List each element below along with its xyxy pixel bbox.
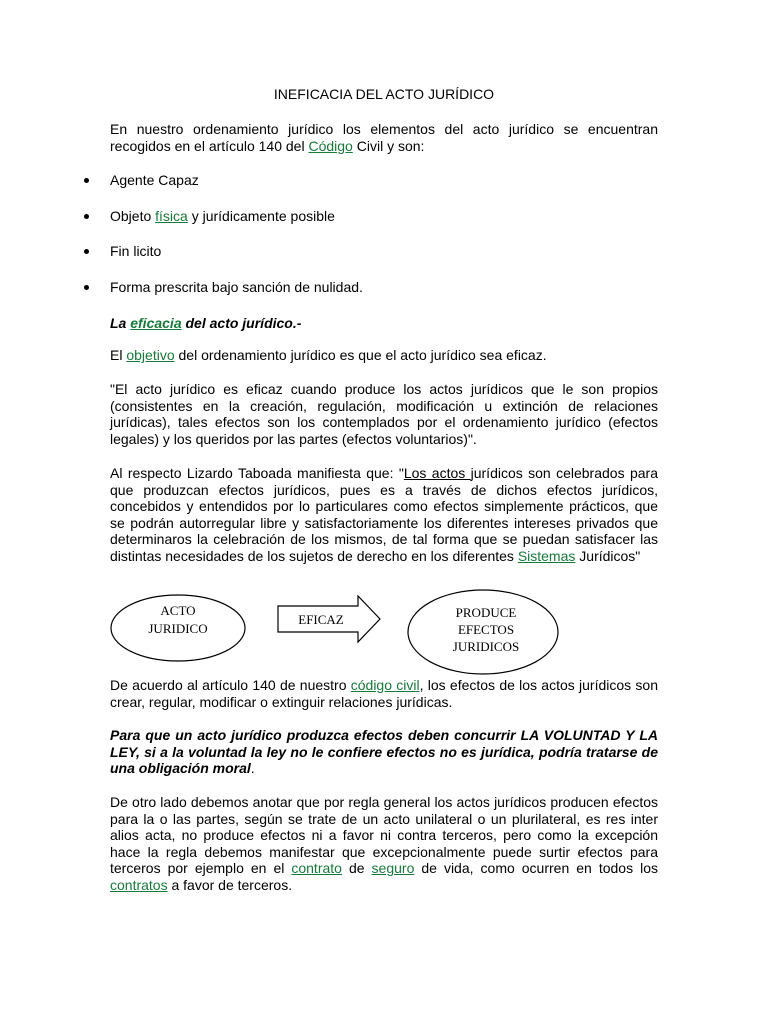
bullet-icon <box>84 249 89 254</box>
articulo-text-end: , los efectos de los actos jurídicos son crear, regular, modificar o extinguir relaciones jurídicas. <box>110 677 658 710</box>
final-text-mid1: de <box>341 860 372 876</box>
intro-text: En nuestro ordenamiento jurídico los elementos del acto jurídico se encuentran recogidos en el artículo 140 del <box>110 121 658 154</box>
taboada-text-end: Jurídicos" <box>575 547 641 564</box>
document-title: INEFICACIA DEL ACTO JURÍDICO <box>273 86 495 102</box>
final-paragraph <box>110 794 658 893</box>
final-text-end: a favor de terceros. <box>167 876 293 893</box>
voluntad-text-end: . <box>250 760 255 776</box>
link-sistemas[interactable]: Sistemas <box>517 547 576 564</box>
bullet-text: Fin licito <box>110 243 162 259</box>
link-codigo-civil[interactable]: código civil <box>350 677 420 693</box>
intro-paragraph <box>110 121 658 154</box>
link-fisica[interactable]: física <box>155 208 188 224</box>
taboada-paragraph <box>110 465 658 564</box>
link-objetivo[interactable]: objetivo <box>126 347 175 363</box>
bullet-text: Objeto <box>110 208 156 224</box>
bullet-icon <box>84 214 89 219</box>
objetivo-text: El <box>110 347 127 363</box>
voluntad-ley-paragraph <box>110 727 658 777</box>
voluntad-bold-text: Para que un acto jurídico produzca efectos deben concurrir LA VOLUNTAD Y LA LEY, si a la voluntad la ley no le confiere efectos no es jurídica, podría tratarse de una obligación moral <box>110 727 658 776</box>
final-text-mid2: de vida, como ocurren en todos los <box>414 860 658 876</box>
bullet-text: Forma prescrita bajo sanción de nulidad. <box>110 279 363 295</box>
bullet-icon <box>84 178 89 183</box>
efectos-label: EFECTOS <box>457 622 515 637</box>
final-text: De otro lado debemos anotar que por regla general los actos jurídicos producen efectos para la o las partes, según se trate de un acto unilateral o un plurilateral, es res inter alios acta, no produce efectos ni a favor ni contra terceros, pero como la excepción hace la regla debemos manifestar que excepcionalmente puede surtir efectos para terceros por ejemplo en el <box>110 794 658 876</box>
articulo-140-paragraph <box>110 677 658 710</box>
link-contrato[interactable]: contrato <box>291 860 342 876</box>
flow-diagram <box>108 588 668 676</box>
juridicos-label: JURIDICOS <box>452 639 520 654</box>
taboada-text-mid: jurídicos son celebrados para que produzcan efectos jurídicos, pues es a través de dichos efectos jurídicos, concebidos y entendidos por lo particulares como efectos simplemente prácticos, que se podrán autorregular libre y satisfactoriamente los diferentes intereses privados que determinaros la celebración de los mismos, de tal forma que se puedan satisfacer las distintas necesidades de los sujetos de derecho en los diferentes <box>110 465 658 564</box>
eficaz-label: EFICAZ <box>298 612 344 627</box>
produce-label: PRODUCE <box>455 605 517 620</box>
link-codigo[interactable]: Código <box>308 137 353 154</box>
articulo-text: De acuerdo al artículo 140 de nuestro <box>110 677 351 693</box>
link-los-actos[interactable]: Los actos <box>403 465 471 481</box>
objetivo-paragraph <box>110 347 658 364</box>
intro-text-end: Civil y son: <box>352 137 425 154</box>
bullet-text-end: y jurídicamente posible <box>187 208 335 224</box>
link-seguro[interactable]: seguro <box>371 860 415 876</box>
taboada-text: Al respecto Lizardo Taboada manifiesta que: " <box>110 465 404 481</box>
heading-text-end: del acto jurídico.- <box>181 315 302 331</box>
bullet-text: Agente Capaz <box>110 172 199 188</box>
quote-paragraph: "El acto jurídico es eficaz cuando produce los actos jurídicos que le son propios (consistentes en la creación, regulación, modificación u extinción de relaciones jurídicas), tales efectos son los contemplados por el ordenamiento jurídico (efectos legales) y los queridos por las partes (efectos voluntarios)". <box>110 381 658 447</box>
link-contratos[interactable]: contratos <box>110 876 168 893</box>
bullet-icon <box>84 285 89 290</box>
objetivo-text-end: del ordenamiento jurídico es que el acto jurídico sea eficaz. <box>174 347 547 363</box>
heading-text: La <box>110 315 131 331</box>
juridico-label: JURIDICO <box>148 621 208 636</box>
link-eficacia[interactable]: eficacia <box>130 315 182 331</box>
section-heading <box>110 315 658 332</box>
acto-label: ACTO <box>160 603 196 618</box>
